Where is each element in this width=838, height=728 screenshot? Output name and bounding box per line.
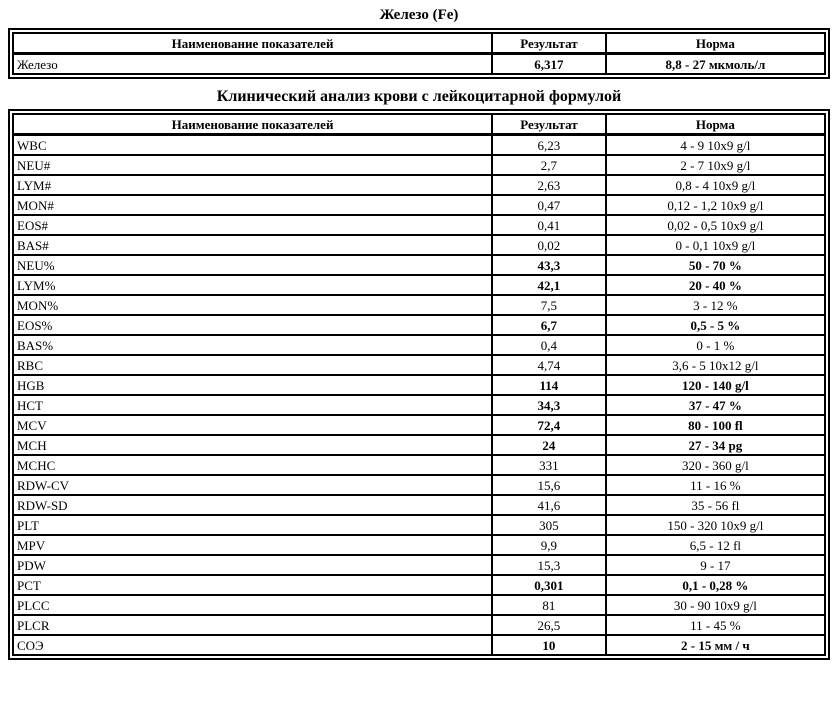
norm-cell: 11 - 45 % bbox=[606, 615, 825, 635]
param-name-cell: LYM% bbox=[13, 275, 492, 295]
table-row bbox=[13, 535, 825, 555]
table-row bbox=[13, 555, 825, 575]
norm-cell: 2 - 15 мм / ч bbox=[606, 635, 825, 655]
table-row bbox=[13, 435, 825, 455]
column-header-norm: Норма bbox=[606, 114, 825, 135]
result-cell: 24 bbox=[492, 435, 606, 455]
result-cell: 0,301 bbox=[492, 575, 606, 595]
table-row bbox=[13, 275, 825, 295]
result-cell: 0,02 bbox=[492, 235, 606, 255]
norm-cell: 0 - 1 % bbox=[606, 335, 825, 355]
result-cell: 15,3 bbox=[492, 555, 606, 575]
param-name-cell: WBC bbox=[13, 135, 492, 156]
param-name-cell: MCV bbox=[13, 415, 492, 435]
norm-cell: 0,02 - 0,5 10x9 g/l bbox=[606, 215, 825, 235]
param-name-cell: LYM# bbox=[13, 175, 492, 195]
iron-results-table bbox=[12, 32, 826, 75]
norm-cell: 20 - 40 % bbox=[606, 275, 825, 295]
result-cell: 305 bbox=[492, 515, 606, 535]
lab-report-page bbox=[0, 6, 838, 728]
result-cell: 41,6 bbox=[492, 495, 606, 515]
table-row bbox=[13, 575, 825, 595]
param-name-cell: BAS% bbox=[13, 335, 492, 355]
norm-cell: 6,5 - 12 fl bbox=[606, 535, 825, 555]
norm-cell: 9 - 17 bbox=[606, 555, 825, 575]
param-name-cell: NEU% bbox=[13, 255, 492, 275]
table-row bbox=[13, 135, 825, 156]
cbc-results-table bbox=[12, 113, 826, 656]
table-row bbox=[13, 255, 825, 275]
param-name-cell: PDW bbox=[13, 555, 492, 575]
param-name-cell: PLT bbox=[13, 515, 492, 535]
norm-cell: 0,12 - 1,2 10x9 g/l bbox=[606, 195, 825, 215]
param-name-cell: HCT bbox=[13, 395, 492, 415]
table-row bbox=[13, 155, 825, 175]
norm-cell: 0 - 0,1 10x9 g/l bbox=[606, 235, 825, 255]
result-cell: 2,63 bbox=[492, 175, 606, 195]
table-row bbox=[13, 195, 825, 215]
result-cell: 6,317 bbox=[492, 54, 606, 75]
table-header-row bbox=[13, 114, 825, 135]
norm-cell: 3 - 12 % bbox=[606, 295, 825, 315]
column-header-name: Наименование показателей bbox=[13, 114, 492, 135]
iron-table-frame bbox=[8, 28, 830, 79]
table-row bbox=[13, 295, 825, 315]
column-header-result: Результат bbox=[492, 114, 606, 135]
iron-table-title: Железо (Fe) bbox=[379, 7, 459, 23]
table-row bbox=[13, 235, 825, 255]
param-name-cell: PCT bbox=[13, 575, 492, 595]
norm-cell: 50 - 70 % bbox=[606, 255, 825, 275]
result-cell: 15,6 bbox=[492, 475, 606, 495]
norm-cell: 80 - 100 fl bbox=[606, 415, 825, 435]
table-row bbox=[13, 595, 825, 615]
column-header-name: Наименование показателей bbox=[13, 33, 492, 54]
result-cell: 2,7 bbox=[492, 155, 606, 175]
result-cell: 6,23 bbox=[492, 135, 606, 156]
param-name-cell: Железо bbox=[13, 54, 492, 75]
table-row bbox=[13, 475, 825, 495]
table-row bbox=[13, 335, 825, 355]
table-row bbox=[13, 395, 825, 415]
result-cell: 9,9 bbox=[492, 535, 606, 555]
param-name-cell: HGB bbox=[13, 375, 492, 395]
norm-cell: 120 - 140 g/l bbox=[606, 375, 825, 395]
table-row bbox=[13, 54, 825, 75]
cbc-table-frame bbox=[8, 109, 830, 660]
norm-cell: 3,6 - 5 10x12 g/l bbox=[606, 355, 825, 375]
table-row bbox=[13, 375, 825, 395]
result-cell: 43,3 bbox=[492, 255, 606, 275]
table-row bbox=[13, 615, 825, 635]
table-row bbox=[13, 635, 825, 655]
param-name-cell: RBC bbox=[13, 355, 492, 375]
result-cell: 114 bbox=[492, 375, 606, 395]
param-name-cell: EOS# bbox=[13, 215, 492, 235]
param-name-cell: EOS% bbox=[13, 315, 492, 335]
norm-cell: 0,5 - 5 % bbox=[606, 315, 825, 335]
table-row bbox=[13, 515, 825, 535]
table-row bbox=[13, 415, 825, 435]
table-row bbox=[13, 215, 825, 235]
param-name-cell: MON# bbox=[13, 195, 492, 215]
result-cell: 72,4 bbox=[492, 415, 606, 435]
result-cell: 42,1 bbox=[492, 275, 606, 295]
result-cell: 4,74 bbox=[492, 355, 606, 375]
param-name-cell: RDW-SD bbox=[13, 495, 492, 515]
result-cell: 331 bbox=[492, 455, 606, 475]
result-cell: 0,4 bbox=[492, 335, 606, 355]
param-name-cell: BAS# bbox=[13, 235, 492, 255]
table-row bbox=[13, 495, 825, 515]
result-cell: 7,5 bbox=[492, 295, 606, 315]
result-cell: 0,47 bbox=[492, 195, 606, 215]
norm-cell: 4 - 9 10x9 g/l bbox=[606, 135, 825, 156]
cbc-table-title: Клинический анализ крови с лейкоцитарной формулой bbox=[216, 88, 622, 105]
norm-cell: 320 - 360 g/l bbox=[606, 455, 825, 475]
norm-cell: 35 - 56 fl bbox=[606, 495, 825, 515]
table-row bbox=[13, 175, 825, 195]
param-name-cell: PLCR bbox=[13, 615, 492, 635]
norm-cell: 150 - 320 10x9 g/l bbox=[606, 515, 825, 535]
table-row bbox=[13, 455, 825, 475]
param-name-cell: PLCC bbox=[13, 595, 492, 615]
norm-cell: 37 - 47 % bbox=[606, 395, 825, 415]
param-name-cell: NEU# bbox=[13, 155, 492, 175]
table-header-row bbox=[13, 33, 825, 54]
norm-cell: 11 - 16 % bbox=[606, 475, 825, 495]
norm-cell: 30 - 90 10x9 g/l bbox=[606, 595, 825, 615]
result-cell: 0,41 bbox=[492, 215, 606, 235]
result-cell: 34,3 bbox=[492, 395, 606, 415]
norm-cell: 0,1 - 0,28 % bbox=[606, 575, 825, 595]
param-name-cell: MCHC bbox=[13, 455, 492, 475]
param-name-cell: MCH bbox=[13, 435, 492, 455]
result-cell: 81 bbox=[492, 595, 606, 615]
result-cell: 26,5 bbox=[492, 615, 606, 635]
norm-cell: 2 - 7 10x9 g/l bbox=[606, 155, 825, 175]
norm-cell: 8,8 - 27 мкмоль/л bbox=[606, 54, 825, 75]
param-name-cell: MON% bbox=[13, 295, 492, 315]
norm-cell: 27 - 34 pg bbox=[606, 435, 825, 455]
norm-cell: 0,8 - 4 10x9 g/l bbox=[606, 175, 825, 195]
param-name-cell: RDW-CV bbox=[13, 475, 492, 495]
result-cell: 10 bbox=[492, 635, 606, 655]
column-header-norm: Норма bbox=[606, 33, 825, 54]
param-name-cell: MPV bbox=[13, 535, 492, 555]
param-name-cell: СОЭ bbox=[13, 635, 492, 655]
table-row bbox=[13, 315, 825, 335]
result-cell: 6,7 bbox=[492, 315, 606, 335]
table-row bbox=[13, 355, 825, 375]
column-header-result: Результат bbox=[492, 33, 606, 54]
